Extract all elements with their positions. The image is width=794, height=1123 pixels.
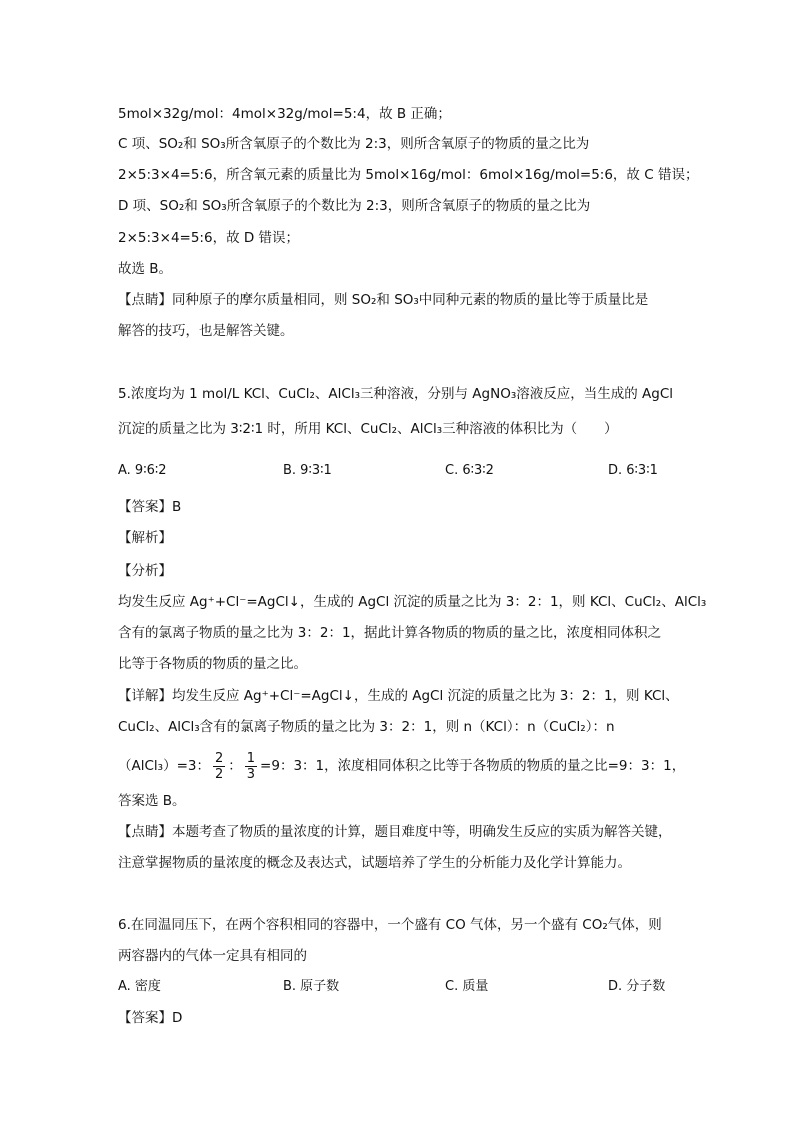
question-5-stem: 5.浓度均为 1 mol/L KCl、CuCl₂、AlCl₃三种溶液，分别与 AgNO₃溶液反应，当生成的 AgCl xyxy=(118,386,674,402)
detail-line: 【详解】均发生反应 Ag⁺+Cl⁻=AgCl↓，生成的 AgCl 沉淀的质量之比为 3：2：1，则 KCl、 xyxy=(118,688,679,704)
text-line: 5mol×32g/mol：4mol×32g/mol=5:4，故 B 正确； xyxy=(118,106,451,122)
dianjing-note: 【点睛】本题考查了物质的量浓度的计算，题目难度中等，明确发生反应的实质为解答关键， xyxy=(118,824,672,840)
question-6-options xyxy=(118,977,678,997)
text-line: 故选 B。 xyxy=(118,261,173,277)
option-d: D. 分子数 xyxy=(608,979,666,994)
jiexi-label: 【解析】 xyxy=(118,530,172,546)
analysis-line: 均发生反应 Ag⁺+Cl⁻=AgCl↓，生成的 AgCl 沉淀的质量之比为 3：2：1，则 KCl、CuCl₂、AlCl₃ xyxy=(118,594,707,610)
text-line: 2×5:3×4=5:6，故 D 错误； xyxy=(118,230,300,246)
fraction-numerator: 1 xyxy=(246,750,256,766)
fraction xyxy=(213,751,225,782)
analysis-line: 含有的氯离子物质的量之比为 3：2：1，据此计算各物质的物质的量之比，浓度相同体积之 xyxy=(118,625,662,641)
option-b: B. 9∶3∶1 xyxy=(283,463,332,478)
question-6-stem: 6.在同温同压下，在两个容积相同的容器中，一个盛有 CO 气体，另一个盛有 CO₂气体，则 xyxy=(118,917,662,933)
fraction-denominator: 2 xyxy=(214,766,224,782)
text-line: 2×5:3×4=5:6，所含氧元素的质量比为 5mol×16g/mol：6mol×16g/mol=5:6，故 C 错误； xyxy=(118,167,699,183)
detail-text: =9：3：1，浓度相同体积之比等于各物质的物质的量之比=9：3：1， xyxy=(260,758,686,774)
question-5-stem: 沉淀的质量之比为 3∶2∶1 时，所用 KCl、CuCl₂、AlCl₃三种溶液的体积比为（ ） xyxy=(118,421,618,437)
fenxi-label: 【分析】 xyxy=(118,563,172,579)
dianjing-note: 【点睛】同种原子的摩尔质量相同，则 SO₂和 SO₃中同种元素的物质的量比等于质量比是 xyxy=(118,292,649,308)
analysis-line: 比等于各物质的物质的量之比。 xyxy=(118,656,307,672)
text-line: 解答的技巧，也是解答关键。 xyxy=(118,323,294,339)
option-b: B. 原子数 xyxy=(283,979,340,994)
option-a: A. 密度 xyxy=(118,979,161,994)
option-a: A. 9∶6∶2 xyxy=(118,463,167,478)
detail-text: ： xyxy=(228,758,242,774)
fraction-denominator: 3 xyxy=(246,766,256,782)
option-c: C. 质量 xyxy=(445,979,489,994)
answer-label: 【答案】D xyxy=(118,1010,183,1026)
answer-label: 【答案】B xyxy=(118,499,182,515)
fraction-numerator: 2 xyxy=(214,750,224,766)
option-d: D. 6∶3∶1 xyxy=(608,463,658,478)
question-6-stem: 两容器内的气体一定具有相同的 xyxy=(118,948,307,964)
detail-line: CuCl₂、AlCl₃含有的氯离子物质的量之比为 3：2：1，则 n（KCl）：n（CuCl₂）：n xyxy=(118,719,615,735)
detail-line-fraction xyxy=(118,748,685,784)
detail-line: 答案选 B。 xyxy=(118,793,186,809)
text-line: D 项、SO₂和 SO₃所含氧原子的个数比为 2:3，则所含氧原子的物质的量之比为 xyxy=(118,198,591,214)
text-line: C 项、SO₂和 SO₃所含氧原子的个数比为 2:3，则所含氧原子的物质的量之比为 xyxy=(118,136,590,152)
question-5-options xyxy=(118,461,678,481)
option-c: C. 6∶3∶2 xyxy=(445,463,494,478)
dianjing-note: 注意掌握物质的量浓度的概念及表达式，试题培养了学生的分析能力及化学计算能力。 xyxy=(118,855,631,871)
fraction xyxy=(245,751,257,782)
detail-text: （AlCl₃）=3： xyxy=(118,758,210,774)
